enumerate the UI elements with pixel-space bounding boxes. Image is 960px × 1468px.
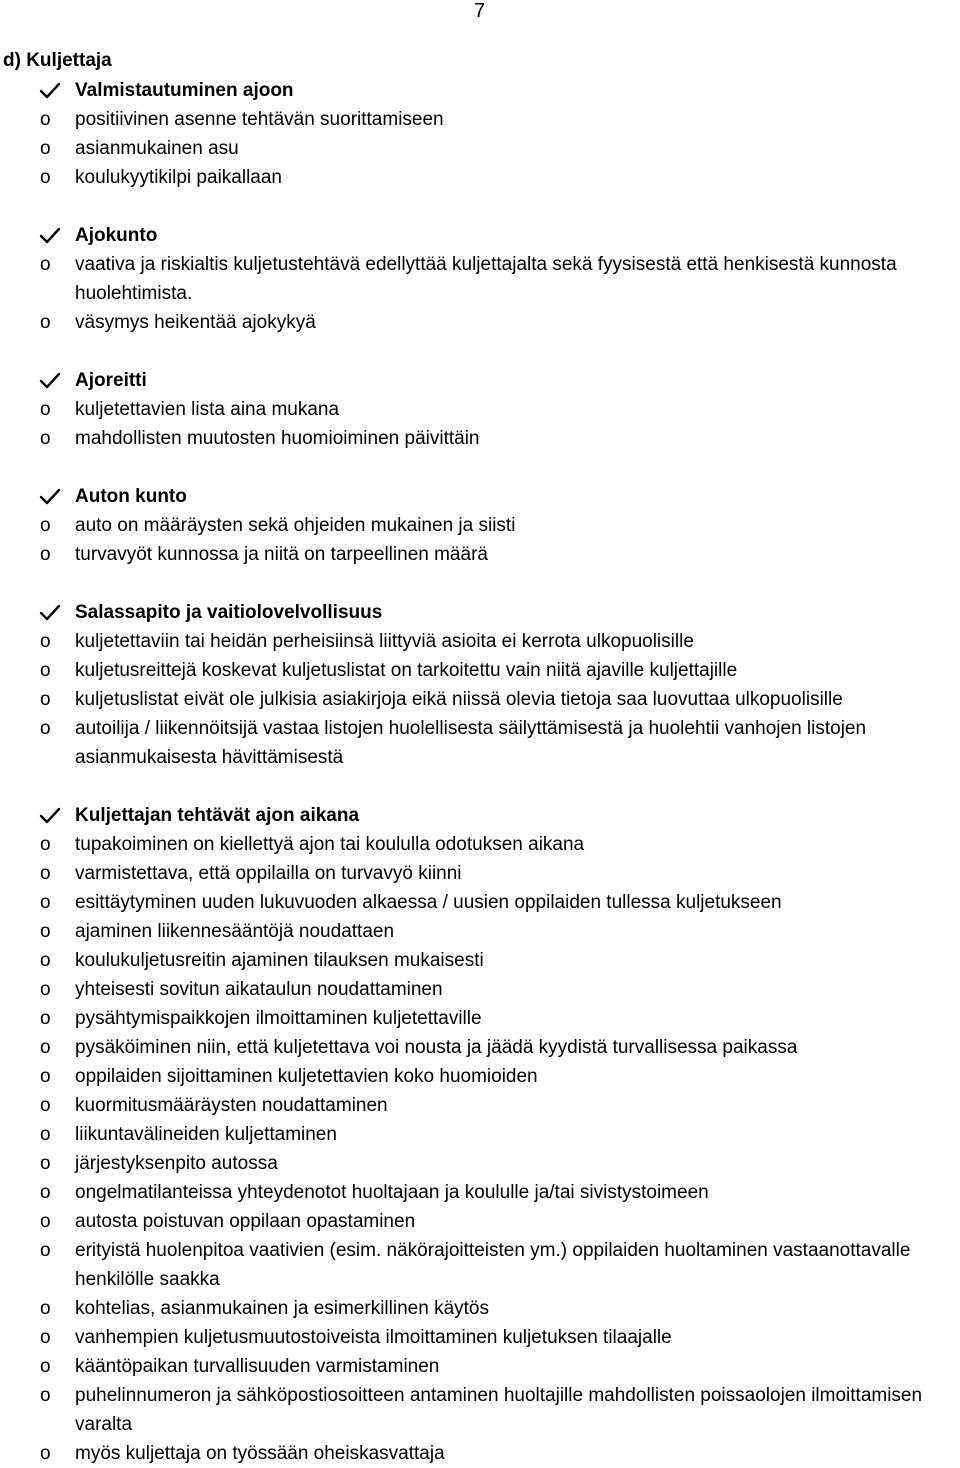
subsection-heading-row — [0, 598, 960, 627]
list-item-text: kuljetusreittejä koskevat kuljetuslistat on tarkoitettu vain niitä ajaville kuljettajille — [75, 660, 738, 681]
list-item-text: kuljetuslistat eivät ole julkisia asiakirjoja eikä niissä olevia tietoja saa luovuttaa ulkopuolisille — [75, 689, 843, 710]
list-item-text: liikuntavälineiden kuljettaminen — [75, 1124, 337, 1145]
list-item — [0, 511, 960, 540]
list-item — [0, 975, 960, 1004]
list-item-text: mahdollisten muutosten huomioiminen päivittäin — [75, 428, 480, 449]
list-item — [0, 1294, 960, 1323]
list-item — [0, 1178, 960, 1207]
checkmark-marker — [0, 598, 75, 627]
checkmark-marker — [0, 221, 75, 250]
subsection-heading: Valmistautuminen ajoon — [75, 80, 294, 101]
bullet-marker — [0, 1294, 75, 1323]
subsection-heading-row — [0, 221, 960, 250]
circle-bullet-icon: o — [40, 1356, 51, 1377]
circle-bullet-icon: o — [40, 718, 51, 739]
checkmark-icon — [39, 488, 61, 506]
subsection-heading: Kuljettajan tehtävät ajon aikana — [75, 805, 360, 826]
list-item — [0, 685, 960, 714]
subsection-heading: Salassapito ja vaitiolovelvollisuus — [75, 602, 383, 623]
circle-bullet-icon: o — [40, 254, 51, 275]
document-body — [0, 47, 960, 1468]
checkmark-marker — [0, 801, 75, 830]
checkmark-icon — [39, 604, 61, 622]
list-item-text: kohtelias, asianmukainen ja esimerkillinen käytös — [75, 1298, 489, 1319]
circle-bullet-icon: o — [40, 950, 51, 971]
circle-bullet-icon: o — [40, 1385, 51, 1406]
list-item-text: koulukyytikilpi paikallaan — [75, 167, 282, 188]
bullet-marker — [0, 163, 75, 192]
subsection — [0, 801, 960, 1468]
circle-bullet-icon: o — [40, 1443, 51, 1464]
list-item-text: kuormitusmääräysten noudattaminen — [75, 1095, 388, 1116]
list-item-text: ongelmatilanteissa yhteydenotot huoltajaan ja koululle ja/tai sivistystoimeen — [75, 1182, 709, 1203]
circle-bullet-icon: o — [40, 1095, 51, 1116]
list-item-text: yhteisesti sovitun aikataulun noudattaminen — [75, 979, 443, 1000]
subsection-heading-row — [0, 801, 960, 830]
bullet-marker — [0, 395, 75, 424]
bullet-marker — [0, 250, 75, 279]
checkmark-icon — [39, 227, 61, 245]
circle-bullet-icon: o — [40, 689, 51, 710]
circle-bullet-icon: o — [40, 312, 51, 333]
list-item — [0, 1352, 960, 1381]
bullet-marker — [0, 859, 75, 888]
list-item — [0, 888, 960, 917]
list-item — [0, 105, 960, 134]
bullet-marker — [0, 1033, 75, 1062]
list-item-text: autoilija / liikennöitsijä vastaa listojen huolellisesta säilyttämisestä ja huolehtii vanhojen listojen asianmukaisesta hävittämisestä — [75, 718, 867, 768]
checkmark-marker — [0, 366, 75, 395]
list-item — [0, 1323, 960, 1352]
list-item — [0, 1149, 960, 1178]
subsection — [0, 76, 960, 192]
bullet-marker — [0, 540, 75, 569]
bullet-marker — [0, 946, 75, 975]
circle-bullet-icon: o — [40, 1240, 51, 1261]
list-item-text: erityistä huolenpitoa vaativien (esim. näkörajoitteisten ym.) oppilaiden huoltaminen vastaanottavalle henkilölle saakka — [75, 1240, 911, 1290]
list-item — [0, 424, 960, 453]
subsection-list — [0, 76, 960, 1468]
bullet-marker — [0, 685, 75, 714]
section-title: d) Kuljettaja — [3, 50, 112, 71]
circle-bullet-icon: o — [40, 834, 51, 855]
subsection-heading-row — [0, 76, 960, 105]
checkmark-marker — [0, 482, 75, 511]
list-item-text: esittäytyminen uuden lukuvuoden alkaessa / uusien oppilaiden tullessa kuljetukseen — [75, 892, 782, 913]
list-item — [0, 917, 960, 946]
circle-bullet-icon: o — [40, 1066, 51, 1087]
bullet-marker — [0, 511, 75, 540]
circle-bullet-icon: o — [40, 1327, 51, 1348]
subsection — [0, 482, 960, 569]
subsection — [0, 221, 960, 337]
list-item-text: auto on määräysten sekä ohjeiden mukainen ja siisti — [75, 515, 516, 536]
circle-bullet-icon: o — [40, 544, 51, 565]
list-item-text: vaativa ja riskialtis kuljetustehtävä edellyttää kuljettajalta sekä fyysisestä että henkisestä kunnosta huolehtimista. — [75, 254, 897, 304]
list-item — [0, 830, 960, 859]
bullet-marker — [0, 1439, 75, 1468]
bullet-marker — [0, 1178, 75, 1207]
subsection — [0, 366, 960, 453]
checkmark-icon — [39, 807, 61, 825]
bullet-marker — [0, 1091, 75, 1120]
circle-bullet-icon: o — [40, 1298, 51, 1319]
bullet-marker — [0, 714, 75, 743]
bullet-marker — [0, 308, 75, 337]
list-item — [0, 1091, 960, 1120]
bullet-marker — [0, 1323, 75, 1352]
circle-bullet-icon: o — [40, 515, 51, 536]
bullet-marker — [0, 627, 75, 656]
circle-bullet-icon: o — [40, 167, 51, 188]
subsection-heading-row — [0, 366, 960, 395]
checkmark-marker — [0, 76, 75, 105]
list-item-text: kuljetettavien lista aina mukana — [75, 399, 340, 420]
circle-bullet-icon: o — [40, 1124, 51, 1145]
bullet-marker — [0, 424, 75, 453]
list-item — [0, 859, 960, 888]
list-item-text: pysäköiminen niin, että kuljetettava voi nousta ja jäädä kyydistä turvallisessa paikassa — [75, 1037, 798, 1058]
list-item — [0, 1439, 960, 1468]
bullet-marker — [0, 134, 75, 163]
circle-bullet-icon: o — [40, 979, 51, 1000]
list-item — [0, 163, 960, 192]
circle-bullet-icon: o — [40, 1037, 51, 1058]
list-item — [0, 1004, 960, 1033]
list-item — [0, 1120, 960, 1149]
bullet-marker — [0, 1120, 75, 1149]
list-item-text: tupakoiminen on kiellettyä ajon tai koululla odotuksen aikana — [75, 834, 585, 855]
list-item-text: varmistettava, että oppilailla on turvavyö kiinni — [75, 863, 462, 884]
bullet-marker — [0, 656, 75, 685]
bullet-marker — [0, 1004, 75, 1033]
circle-bullet-icon: o — [40, 660, 51, 681]
list-item — [0, 1207, 960, 1236]
list-item-text: asianmukainen asu — [75, 138, 239, 159]
list-item — [0, 1381, 960, 1439]
list-item-text: myös kuljettaja on työssään oheiskasvattaja — [75, 1443, 445, 1464]
list-item-text: turvavyöt kunnossa ja niitä on tarpeellinen määrä — [75, 544, 488, 565]
list-item — [0, 656, 960, 685]
list-item-text: ajaminen liikennesääntöjä noudattaen — [75, 921, 395, 942]
subsection — [0, 598, 960, 772]
list-item — [0, 1062, 960, 1091]
circle-bullet-icon: o — [40, 1211, 51, 1232]
bullet-marker — [0, 105, 75, 134]
circle-bullet-icon: o — [40, 1008, 51, 1029]
circle-bullet-icon: o — [40, 109, 51, 130]
bullet-marker — [0, 1236, 75, 1265]
bullet-marker — [0, 888, 75, 917]
list-item — [0, 250, 960, 308]
bullet-marker — [0, 975, 75, 1004]
bullet-marker — [0, 830, 75, 859]
bullet-marker — [0, 917, 75, 946]
circle-bullet-icon: o — [40, 921, 51, 942]
subsection-heading: Ajoreitti — [75, 370, 147, 391]
list-item — [0, 714, 960, 772]
circle-bullet-icon: o — [40, 138, 51, 159]
list-item-text: vanhempien kuljetusmuutostoiveista ilmoittaminen kuljetuksen tilaajalle — [75, 1327, 672, 1348]
circle-bullet-icon: o — [40, 428, 51, 449]
list-item — [0, 1236, 960, 1294]
subsection-heading-row — [0, 482, 960, 511]
circle-bullet-icon: o — [40, 892, 51, 913]
list-item-text: kuljetettaviin tai heidän perheisiinsä liittyviä asioita ei kerrota ulkopuolisille — [75, 631, 694, 652]
list-item-text: väsymys heikentää ajokykyä — [75, 312, 316, 333]
list-item — [0, 1033, 960, 1062]
bullet-marker — [0, 1352, 75, 1381]
circle-bullet-icon: o — [40, 631, 51, 652]
list-item-text: puhelinnumeron ja sähköpostiosoitteen antaminen huoltajille mahdollisten poissaolojen ilmoittamisen varalta — [75, 1385, 923, 1435]
list-item — [0, 395, 960, 424]
circle-bullet-icon: o — [40, 863, 51, 884]
list-item-text: autosta poistuvan oppilaan opastaminen — [75, 1211, 416, 1232]
list-item-text: pysähtymispaikkojen ilmoittaminen kuljetettaville — [75, 1008, 482, 1029]
list-item-text: järjestyksenpito autossa — [75, 1153, 278, 1174]
list-item — [0, 946, 960, 975]
checkmark-icon — [39, 372, 61, 390]
bullet-marker — [0, 1207, 75, 1236]
list-item — [0, 134, 960, 163]
bullet-marker — [0, 1149, 75, 1178]
page-number: 7 — [474, 0, 486, 22]
list-item-text: koulukuljetusreitin ajaminen tilauksen mukaisesti — [75, 950, 484, 971]
subsection-heading: Ajokunto — [75, 225, 158, 246]
list-item — [0, 308, 960, 337]
list-item — [0, 540, 960, 569]
list-item-text: oppilaiden sijoittaminen kuljetettavien koko huomioiden — [75, 1066, 538, 1087]
list-item — [0, 627, 960, 656]
checkmark-icon — [39, 82, 61, 100]
list-item-text: positiivinen asenne tehtävän suorittamiseen — [75, 109, 444, 130]
bullet-marker — [0, 1381, 75, 1410]
subsection-heading: Auton kunto — [75, 486, 187, 507]
circle-bullet-icon: o — [40, 1182, 51, 1203]
circle-bullet-icon: o — [40, 1153, 51, 1174]
circle-bullet-icon: o — [40, 399, 51, 420]
list-item-text: kääntöpaikan turvallisuuden varmistaminen — [75, 1356, 440, 1377]
bullet-marker — [0, 1062, 75, 1091]
